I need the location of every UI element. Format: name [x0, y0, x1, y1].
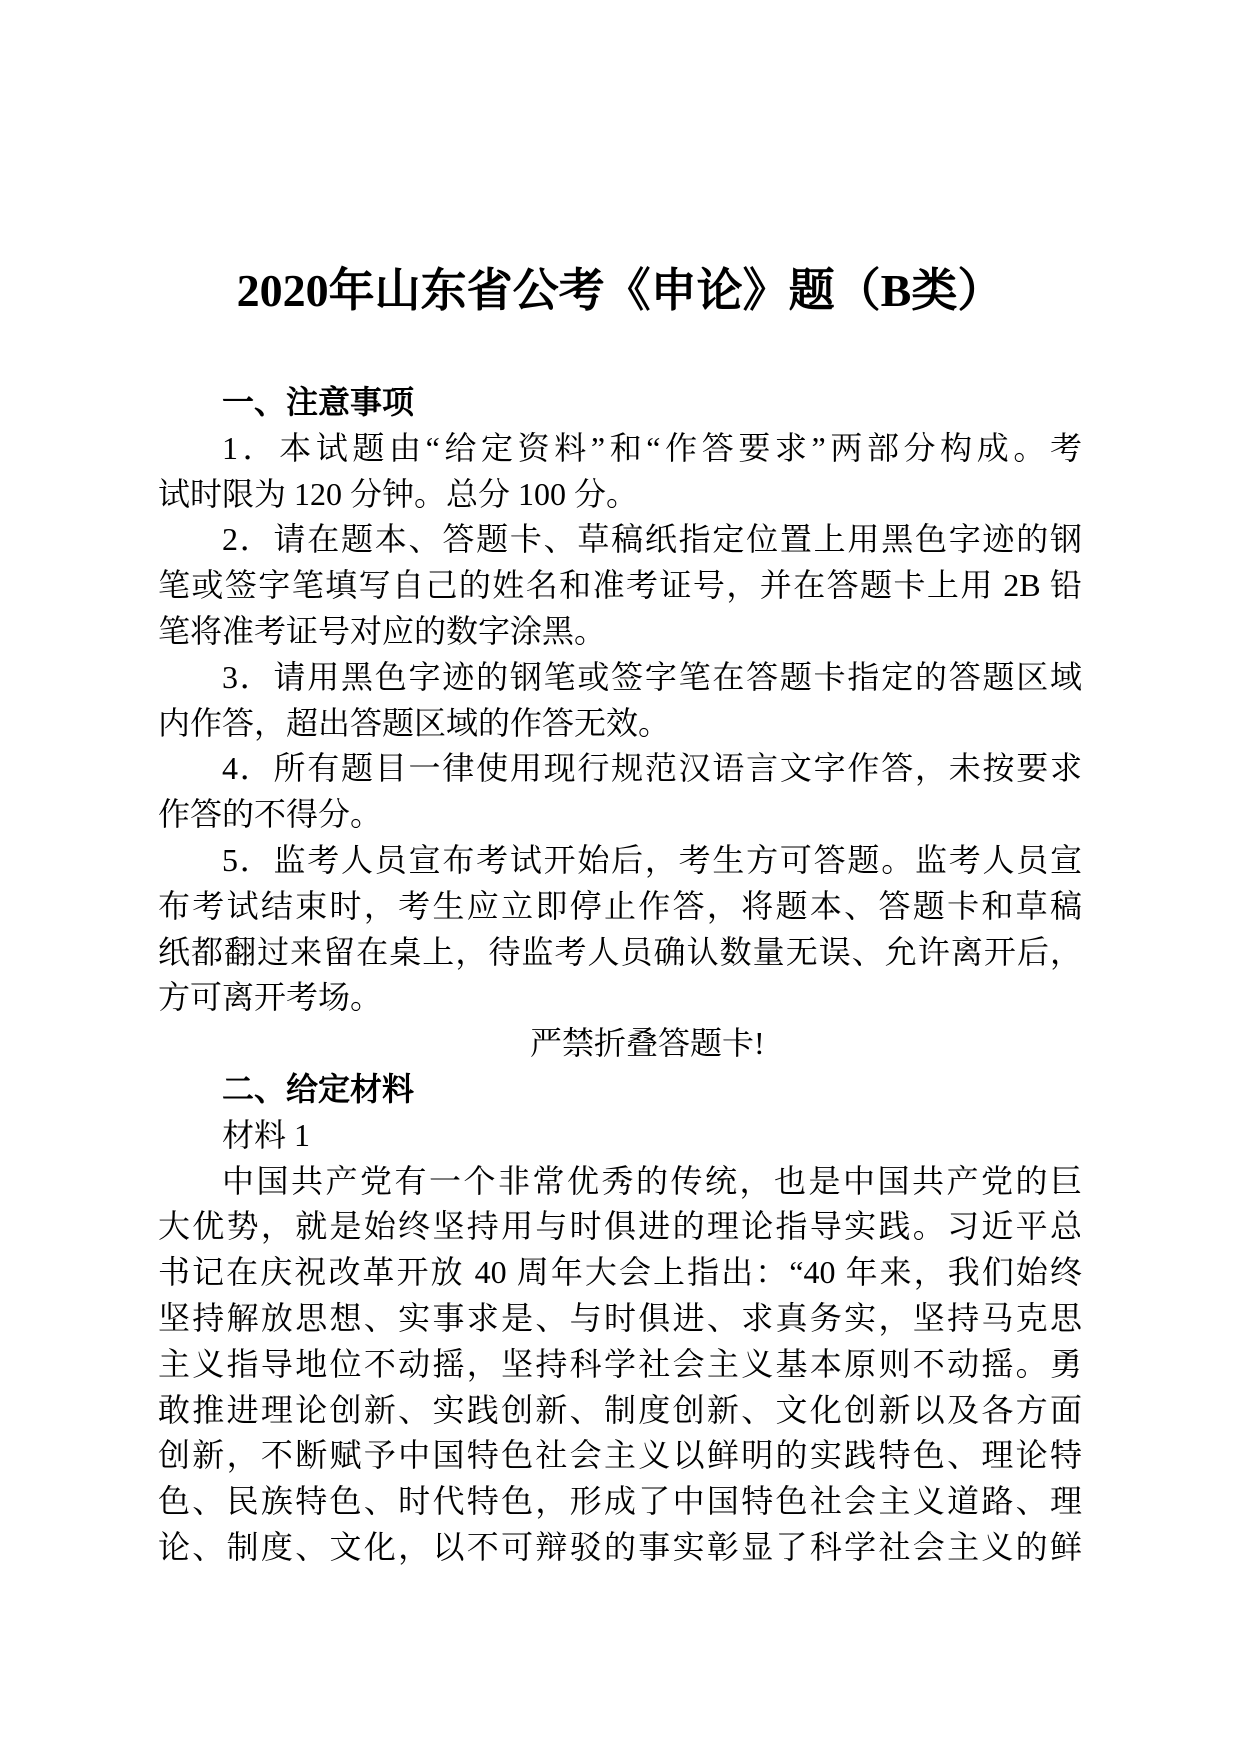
notice-line: 试时限为 120 分钟。总分 100 分。 [158, 475, 639, 512]
material-line: 敢推进理论创新、实践创新、制度创新、文化创新以及各方面 [158, 1391, 1082, 1428]
notice-line: 方可离开考场。 [158, 979, 383, 1016]
material-line: 主义指导地位不动摇，坚持科学社会主义基本原则不动摇。勇 [158, 1345, 1082, 1382]
notice-line: 4．所有题目一律使用现行规范汉语言文字作答，未按要求 [222, 750, 1082, 787]
material-line: 大优势，就是始终坚持用与时俱进的理论指导实践。习近平总 [158, 1208, 1082, 1245]
notice-line: 3．请用黑色字迹的钢笔或签字笔在答题卡指定的答题区域 [222, 658, 1082, 695]
material-label: 材料 1 [222, 1116, 311, 1153]
notice-line: 1．本试题由“给定资料”和“作答要求”两部分构成。考 [222, 429, 1082, 466]
document-body [158, 380, 1082, 1571]
notice-line: 纸都翻过来留在桌上，待监考人员确认数量无误、允许离开后， [158, 933, 1082, 970]
notice-line: 5．监考人员宣布考试开始后，考生方可答题。监考人员宣 [222, 841, 1082, 878]
notice-line: 笔或签字笔填写自己的姓名和准考证号，并在答题卡上用 2B 铅 [158, 567, 1082, 604]
material-line: 创新，不断赋予中国特色社会主义以鲜明的实践特色、理论特 [158, 1437, 1082, 1474]
material-line: 中国共产党有一个非常优秀的传统，也是中国共产党的巨 [222, 1162, 1082, 1199]
notice-line: 作答的不得分。 [158, 796, 383, 833]
materials-heading: 二、给定材料 [222, 1069, 415, 1108]
notice-line: 笔将准考证号对应的数字涂黑。 [158, 612, 607, 649]
material-line: 书记在庆祝改革开放 40 周年大会上指出：“40 年来，我们始终 [158, 1254, 1082, 1291]
notice-line: 内作答，超出答题区域的作答无效。 [158, 704, 671, 741]
material-line: 色、民族特色、时代特色，形成了中国特色社会主义道路、理 [158, 1483, 1082, 1520]
document-title: 2020年山东省公考《申论》题（B类） [236, 265, 1004, 316]
answer-card-warning: 严禁折叠答题卡! [530, 1025, 765, 1062]
material-line: 论、制度、文化，以不可辩驳的事实彰显了科学社会主义的鲜 [158, 1528, 1082, 1565]
material-line: 坚持解放思想、实事求是、与时俱进、求真务实，坚持马克思 [158, 1299, 1082, 1336]
notice-heading: 一、注意事项 [222, 383, 415, 421]
notice-line: 2．请在题本、答题卡、草稿纸指定位置上用黑色字迹的钢 [222, 521, 1082, 558]
notice-line: 布考试结束时，考生应立即停止作答，将题本、答题卡和草稿 [158, 887, 1082, 924]
